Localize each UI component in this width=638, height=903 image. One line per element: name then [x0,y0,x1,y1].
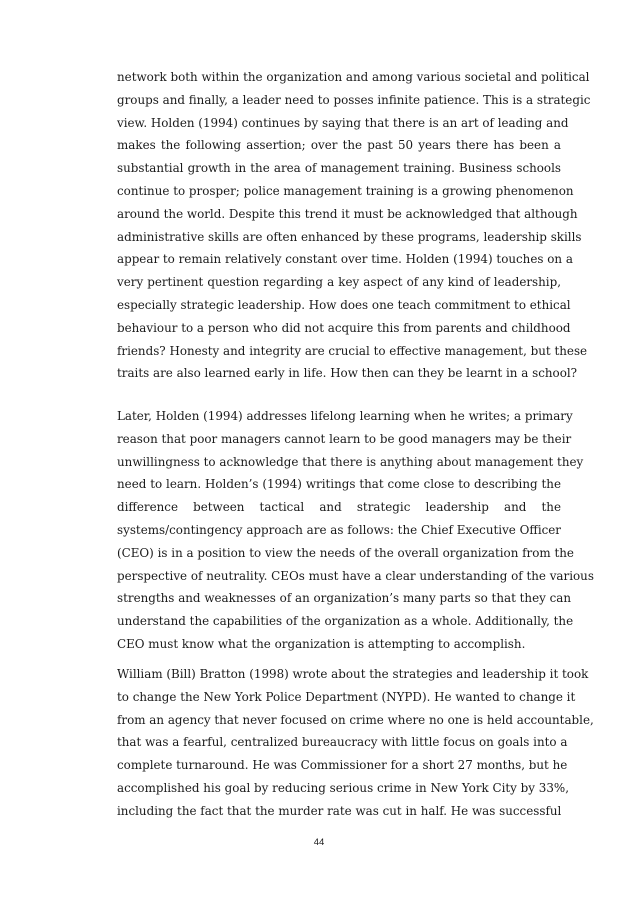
text-line: CEO must know what the organization is attempting to accomplish. [117,636,526,651]
text-line: perspective of neutrality. CEOs must have a clear understanding of the various [117,568,594,583]
text-line: unwillingness to acknowledge that there is anything about management they [117,454,584,469]
text-line: continue to prosper; police management training is a growing phenomenon [117,183,574,198]
text-line: understand the capabilities of the organization as a whole. Additionally, the [117,614,574,629]
text-line: to change the New York Police Department (NYPD). He wanted to change it [117,689,576,704]
text-line: William (Bill) Bratton (1998) wrote about the strategies and leadership it took [117,667,589,681]
text-line: from an agency that never focused on crime where no one is held accountable, [117,712,594,727]
text-line: traits are also learned early in life. How then can they be learnt in a school? [117,366,578,381]
text-line: groups and finally, a leader need to posses infinite patience. This is a strategic [117,92,591,107]
text-line: Later, Holden (1994) addresses lifelong learning when he writes; a primary [117,409,573,423]
text-line: substantial growth in the area of management training. Business schools [117,161,561,176]
text-line: administrative skills are often enhanced by these programs, leadership skills [117,229,582,244]
paragraph-holden-lifelong-learning [117,405,594,656]
paragraph-bratton-nypd [117,663,594,823]
text-line: especially strategic leadership. How does one teach commitment to ethical [117,297,571,312]
text-line: strengths and weaknesses of an organization’s many parts so that they can [117,591,572,606]
page-number: 44 [313,837,325,848]
text-line: accomplished his goal by reducing serious crime in New York City by 33%, [117,780,569,795]
text-line: need to learn. Holden’s (1994) writings that come close to describing the [117,477,561,492]
text-line: including the fact that the murder rate was cut in half. He was successful [117,803,562,818]
text-line: network both within the organization and among various societal and political [117,70,590,84]
text-line: complete turnaround. He was Commissioner for a short 27 months, but he [117,758,568,773]
text-line: reason that poor managers cannot learn to be good managers may be their [117,431,572,446]
text-line: appear to remain relatively constant over time. Holden (1994) touches on a [117,252,573,267]
text-line: systems/contingency approach are as follows: the Chief Executive Officer [117,522,561,537]
text-line: friends? Honesty and integrity are crucial to effective management, but these [117,343,588,358]
text-line: view. Holden (1994) continues by saying that there is an art of leading and [117,115,569,130]
text-line: difference between tactical and strategic leadership and the [117,500,561,515]
text-line: behaviour to a person who did not acquire this from parents and childhood [117,320,571,335]
text-line: that was a fearful, centralized bureaucracy with little focus on goals into a [117,735,568,750]
text-line: (CEO) is in a position to view the needs of the overall organization from the [117,545,574,560]
text-line: makes the following assertion; over the past 50 years there has been a [117,138,561,153]
paragraph-holden-strategic-view [117,66,591,385]
text-line: very pertinent question regarding a key aspect of any kind of leadership, [117,275,561,290]
text-line: around the world. Despite this trend it must be acknowledged that although [117,206,578,221]
